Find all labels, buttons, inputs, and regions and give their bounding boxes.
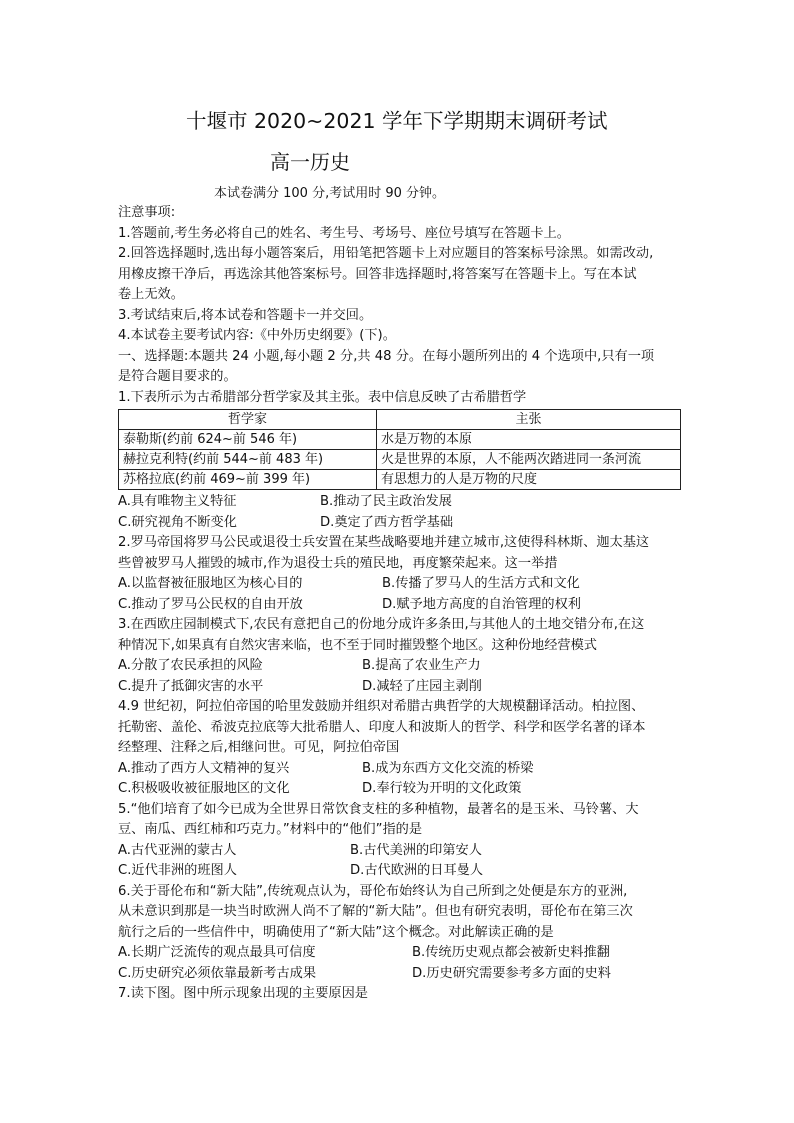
question-4-stem: 托勒密、盖伦、希波克拉底等大批希腊人、印度人和波斯人的哲学、科学和医学名著的译本 xyxy=(118,719,646,735)
question-1-options xyxy=(118,513,682,534)
table-cell: 水是万物的本原 xyxy=(377,430,681,450)
option-a: A.推动了西方人文精神的复兴 xyxy=(118,760,290,776)
question-4-stem: 经整理、注释之后,相继问世。可见，阿拉伯帝国 xyxy=(118,740,400,755)
option-d: D.赋予地方高度的自治管理的权利 xyxy=(382,596,581,612)
option-c: C.推动了罗马公民权的自由开放 xyxy=(118,596,303,612)
note-line: 卷上无效。 xyxy=(118,287,184,302)
question-5-stem: 5.“他们培育了如今已成为全世界日常饮食支柱的多种植物，最著名的是玉米、马铃薯、大 xyxy=(118,801,639,817)
option-a: A.以监督被征服地区为核心目的 xyxy=(118,576,303,591)
note-line: 3.考试结束后,将本试卷和答题卡一并交回。 xyxy=(118,307,373,323)
table-header-cell: 哲学家 xyxy=(119,410,377,430)
option-c: C.近代非洲的班图人 xyxy=(118,863,237,878)
question-2-options xyxy=(118,574,682,595)
question-4-options xyxy=(118,779,682,800)
question-6-stem: 航行之后的一些信件中，明确使用了“新大陆”这个概念。对此解读正确的是 xyxy=(118,924,554,940)
option-d: D.古代欧洲的日耳曼人 xyxy=(350,863,484,878)
note-line: 4.本试卷主要考试内容:《中外历史纲要》(下)。 xyxy=(118,328,396,343)
table-cell: 火是世界的本原，人不能两次踏进同一条河流 xyxy=(377,450,681,470)
option-b: B.推动了民主政治发展 xyxy=(320,494,452,509)
option-c: C.积极吸收被征服地区的文化 xyxy=(118,781,290,796)
question-3-options xyxy=(118,677,682,698)
question-2-options xyxy=(118,595,682,616)
table-row xyxy=(119,470,681,490)
table-cell: 苏格拉底(约前 469~前 399 年) xyxy=(119,470,377,490)
philosopher-table xyxy=(118,409,681,490)
question-3-stem: 种情况下,如果真有自然灾害来临，也不至于同时摧毁整个地区。这种份地经营模式 xyxy=(118,637,597,653)
option-d: D.奠定了西方哲学基础 xyxy=(320,514,454,530)
table-row xyxy=(119,430,681,450)
option-a: A.长期广泛流传的观点最具可信度 xyxy=(118,945,316,960)
question-3-options xyxy=(118,656,682,677)
option-b: B.古代美洲的印第安人 xyxy=(350,842,482,858)
option-a: A.古代亚洲的蒙古人 xyxy=(118,842,237,858)
notes-heading: 注意事项: xyxy=(118,205,176,220)
section-instructions: 是符合题目要求的。 xyxy=(118,369,237,384)
exam-title: 十堰市 2020~2021 学年下学期期末调研考试 xyxy=(186,109,608,133)
question-6-stem: 6.关于哥伦布和“新大陆”,传统观点认为，哥伦布始终认为自己所到之处便是东方的亚洲, xyxy=(118,883,628,899)
option-c: C.历史研究必须依靠最新考古成果 xyxy=(118,965,317,981)
note-line: 2.回答选择题时,选出每小题答案后，用铅笔把答题卡上对应题目的答案标号涂黑。如需改动, xyxy=(118,246,654,261)
option-b: B.传统历史观点都会被新史料推翻 xyxy=(412,945,610,960)
table-header-cell: 主张 xyxy=(377,410,681,430)
note-line: 用橡皮擦干净后，再选涂其他答案标号。回答非选择题时,将答案写在答题卡上。写在本试 xyxy=(118,266,637,282)
option-a: A.具有唯物主义特征 xyxy=(118,494,237,509)
question-1-stem: 1.下表所示为古希腊部分哲学家及其主张。表中信息反映了古希腊哲学 xyxy=(118,389,527,405)
question-4-options xyxy=(118,759,682,780)
table-cell: 赫拉克利特(约前 544~前 483 年) xyxy=(119,450,377,470)
table-cell: 泰勒斯(约前 624~前 546 年) xyxy=(119,430,377,450)
option-d: D.奉行较为开明的文化政策 xyxy=(362,781,522,796)
question-7-stem: 7.读下图。图中所示现象出现的主要原因是 xyxy=(118,986,368,1001)
option-d: D.减轻了庄园主剥削 xyxy=(362,678,482,694)
section-instructions: 一、选择题:本题共 24 小题,每小题 2 分,共 48 分。在每小题所列出的 4 个选项中,只有一项 xyxy=(118,348,655,364)
option-b: B.成为东西方文化交流的桥梁 xyxy=(362,760,534,776)
option-c: C.研究视角不断变化 xyxy=(118,514,237,530)
note-line: 1.答题前,考生务必将自己的姓名、考生号、考场号、座位号填写在答题卡上。 xyxy=(118,225,570,241)
table-header-row xyxy=(119,410,681,430)
exam-subject: 高一历史 xyxy=(270,150,350,174)
question-1-options xyxy=(118,492,682,513)
question-6-options xyxy=(118,964,682,985)
exam-info: 本试卷满分 100 分,考试用时 90 分钟。 xyxy=(214,186,446,201)
question-5-stem: 豆、南瓜、西红柿和巧克力。”材料中的“他们”指的是 xyxy=(118,822,423,837)
option-d: D.历史研究需要参考多方面的史料 xyxy=(412,965,611,981)
question-6-stem: 从未意识到那是一块当时欧洲人尚不了解的“新大陆”。但也有研究表明，哥伦布在第三次 xyxy=(118,904,633,919)
table-cell: 有思想力的人是万物的尺度 xyxy=(377,470,681,490)
option-b: B.传播了罗马人的生活方式和文化 xyxy=(382,576,580,591)
question-6-options xyxy=(118,943,682,964)
question-4-stem: 4.9 世纪初，阿拉伯帝国的哈里发鼓励并组织对希腊古典哲学的大规模翻译活动。柏拉图、 xyxy=(118,699,645,714)
option-a: A.分散了农民承担的风险 xyxy=(118,658,263,673)
question-5-options xyxy=(118,861,682,882)
question-2-stem: 2.罗马帝国将罗马公民或退役士兵安置在某些战略要地并建立城市,这使得科林斯、迦太基这 xyxy=(118,535,650,550)
table-row xyxy=(119,450,681,470)
option-c: C.提升了抵御灾害的水平 xyxy=(118,678,264,694)
question-2-stem: 些曾被罗马人摧毁的城市,作为退役士兵的殖民地，再度繁荣起来。这一举措 xyxy=(118,555,558,571)
question-5-options xyxy=(118,841,682,862)
exam-body xyxy=(118,203,682,1005)
question-3-stem: 3.在西欧庄园制模式下,农民有意把自己的份地分成许多条田,与其他人的土地交错分布,在这 xyxy=(118,617,645,632)
option-b: B.提高了农业生产力 xyxy=(362,658,481,673)
